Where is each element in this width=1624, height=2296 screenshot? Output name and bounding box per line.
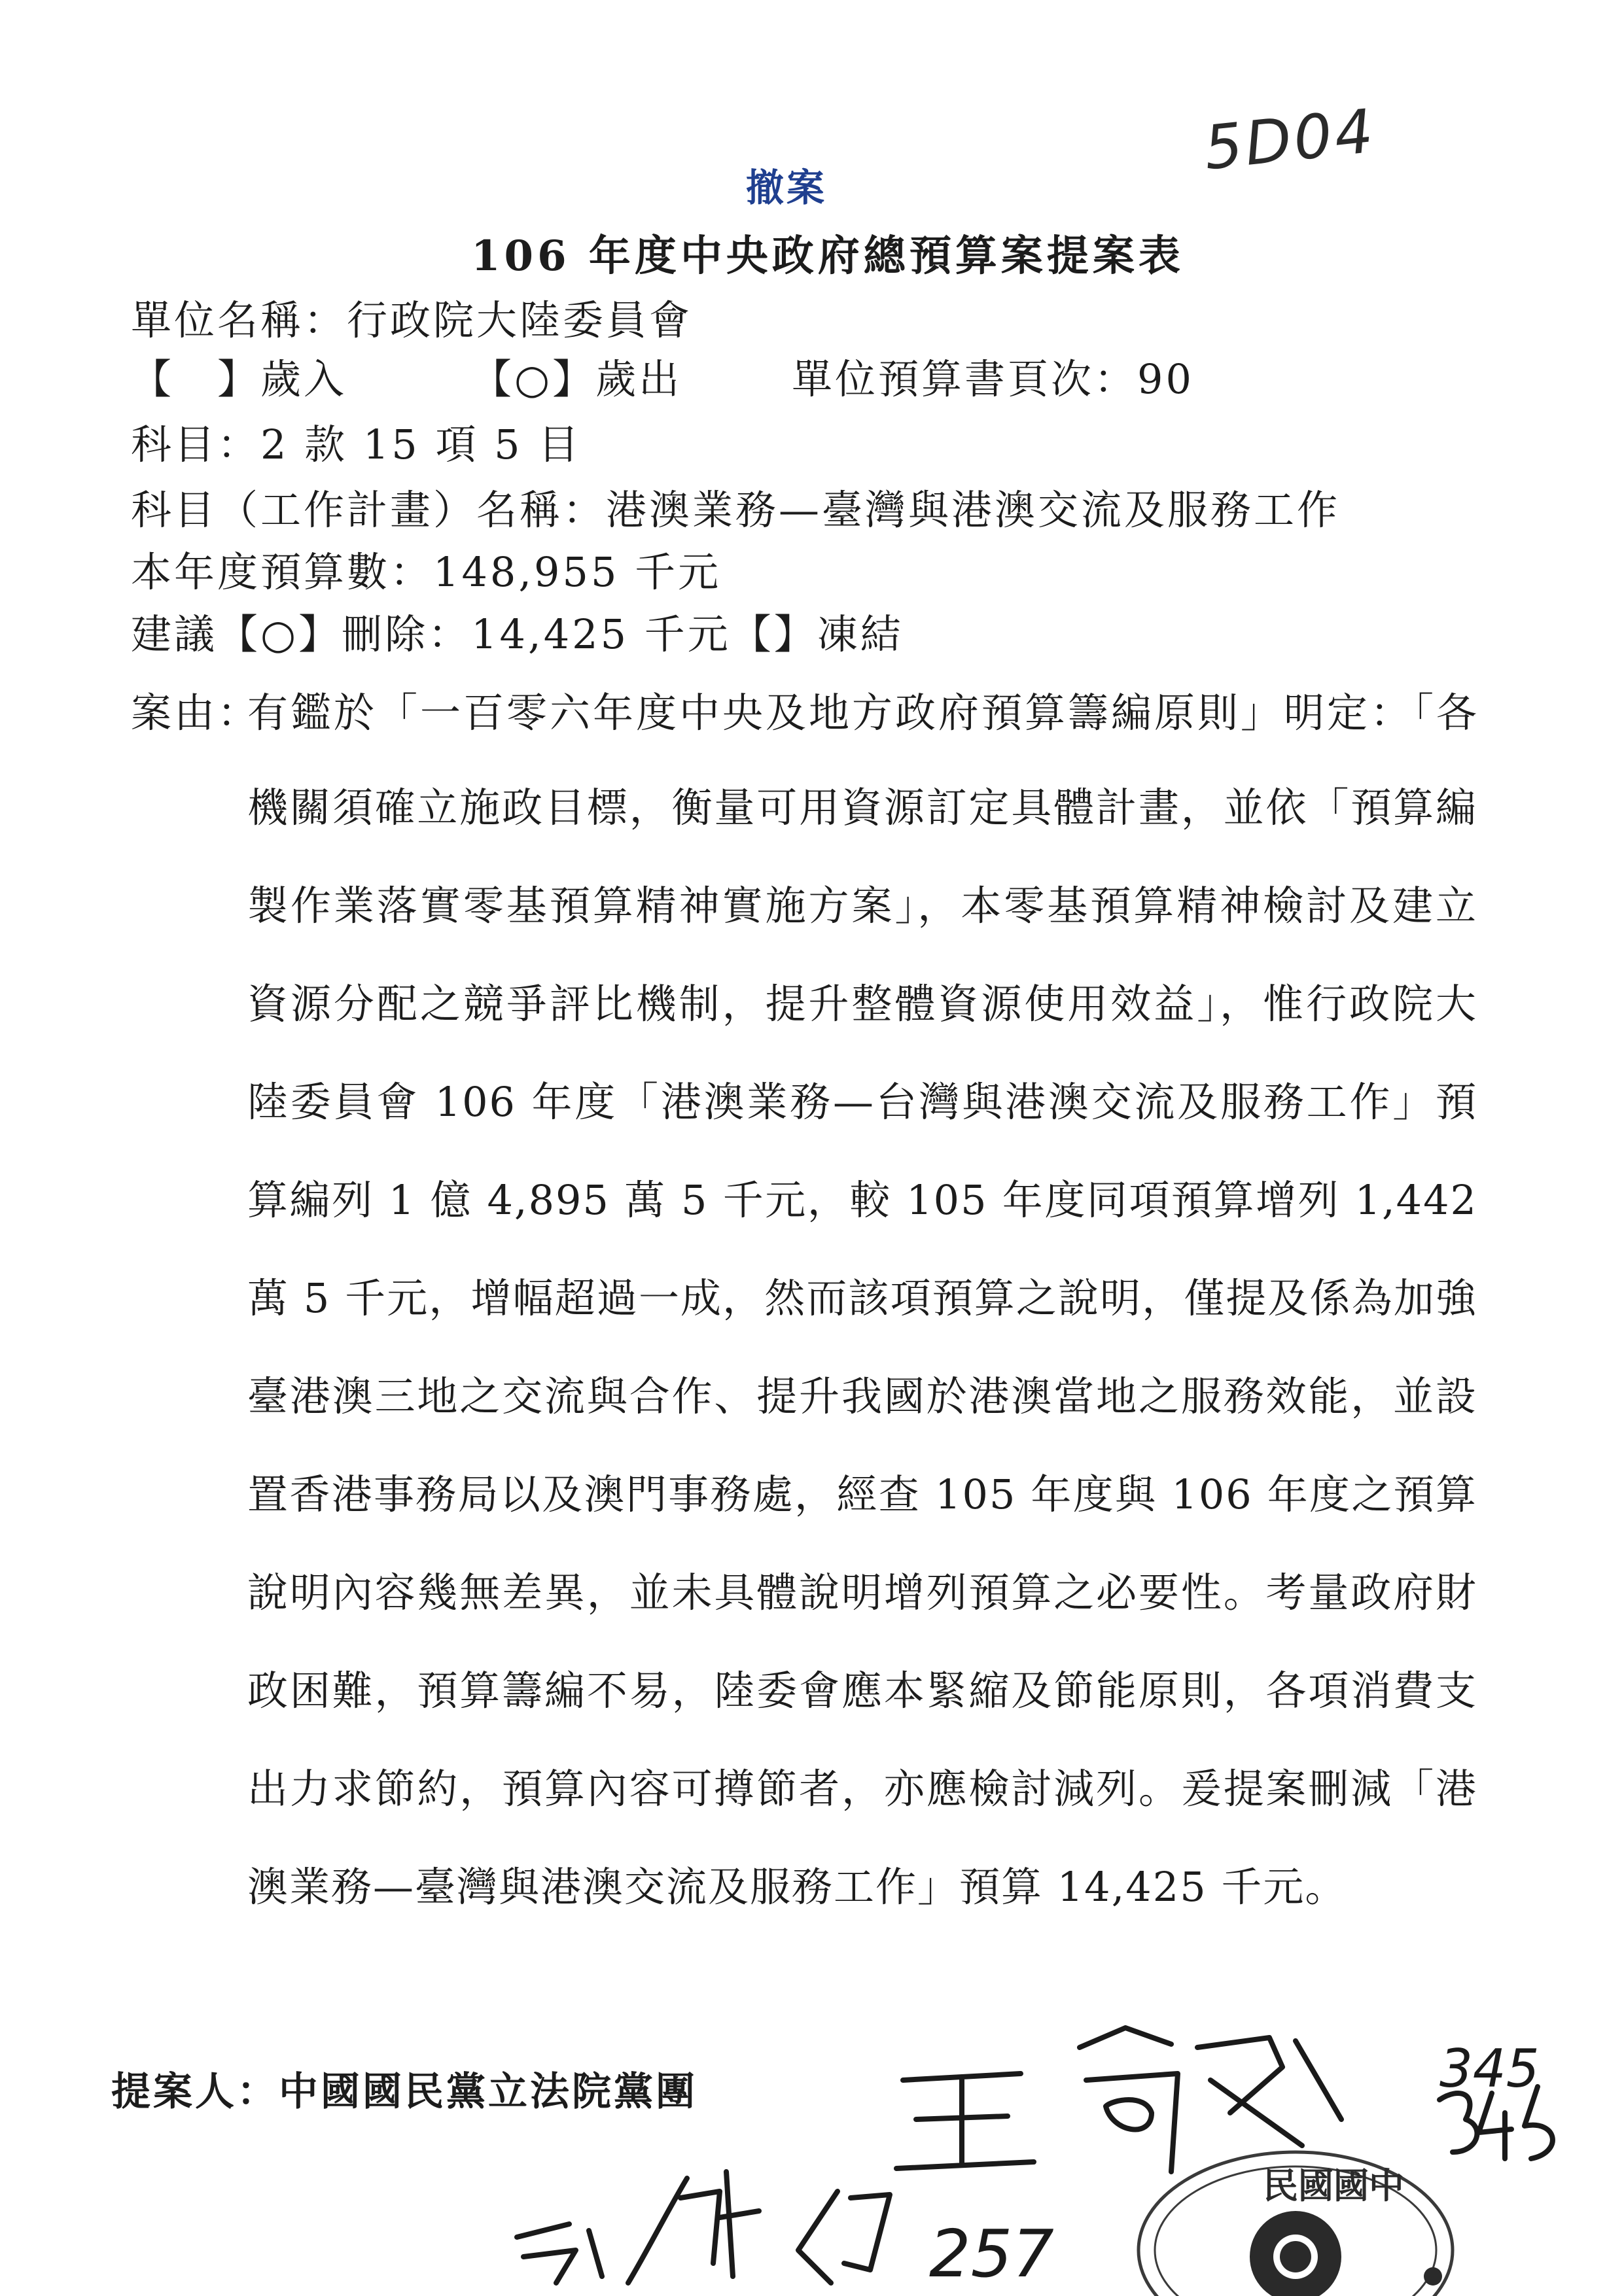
- party-seal: [1139, 2152, 1453, 2296]
- expenditure-checkbox: 【○】歲出: [471, 355, 682, 403]
- reason-body: 機關須確立施政目標，衡量可用資源訂定具體計畫，並依「預算編製作業落實零基預算精神實施方案」，本零基預算精神檢討及建立資源分配之競爭評比機制，提升整體資源使用效益」，惟行政院大陸委員會 106 年度「港澳業務—台灣與港澳交流及服務工作」預算編列 1 億 4,895 萬 5 千元，較 105 年度同項預算增列 1,442 萬 5 千元，增幅超過一成，然而該項預算之說明，僅提及係為加強臺港澳三地之交流與合作、提升我國於港澳當地之服務效能，並設置香港事務局以及澳門事務處，經查 105 年度與 106 年度之預算說明內容幾無差異，並未具體說明增列預算之必要性。考量政府財政困難，預算籌編不易，陸委會應本緊縮及節能原則，各項消費支出力求節約，預算內容可撙節者，亦應檢討減列。爰提案刪減「港澳業務—臺灣與港澳交流及服務工作」預算 14,425 千元。: [247, 784, 1477, 1911]
- proposal-action: 建議【○】刪除：14,425 千元【】凍結: [131, 610, 904, 658]
- svg-text:民國國中: 民國國中: [1263, 2165, 1404, 2206]
- revenue-checkbox: 【 】歲入: [131, 355, 347, 403]
- reason-label: 案由：: [131, 689, 261, 737]
- handwritten-number: 345: [1439, 2038, 1540, 2099]
- withdrawn-stamp: 撤案: [746, 165, 828, 210]
- handwritten-number-257: [929, 2216, 1054, 2292]
- document-title: 106 年度中央政府總預算案提案表: [471, 232, 1184, 281]
- budget-book-page: 單位預算書頁次：90: [792, 355, 1194, 403]
- unit-name: 單位名稱：行政院大陸委員會: [131, 296, 693, 344]
- signatures-and-seal: [0, 2002, 1624, 2296]
- subject-code: 科目：2 款 15 項 5 目: [131, 421, 582, 468]
- program-name: 科目（工作計畫）名稱：港澳業務—臺灣與港澳交流及服務工作: [131, 486, 1341, 534]
- proposer: 提案人：中國國民黨立法院黨團: [111, 2069, 697, 2115]
- annual-budget: 本年度預算數：148,955 千元: [131, 548, 722, 596]
- handwritten-page-code: 5D04: [1201, 96, 1379, 184]
- reason-first-line: 有鑑於「一百零六年度中央及地方政府預算籌編原則」明定：「各: [247, 689, 1480, 737]
- handwritten-number: 257: [929, 2216, 1054, 2292]
